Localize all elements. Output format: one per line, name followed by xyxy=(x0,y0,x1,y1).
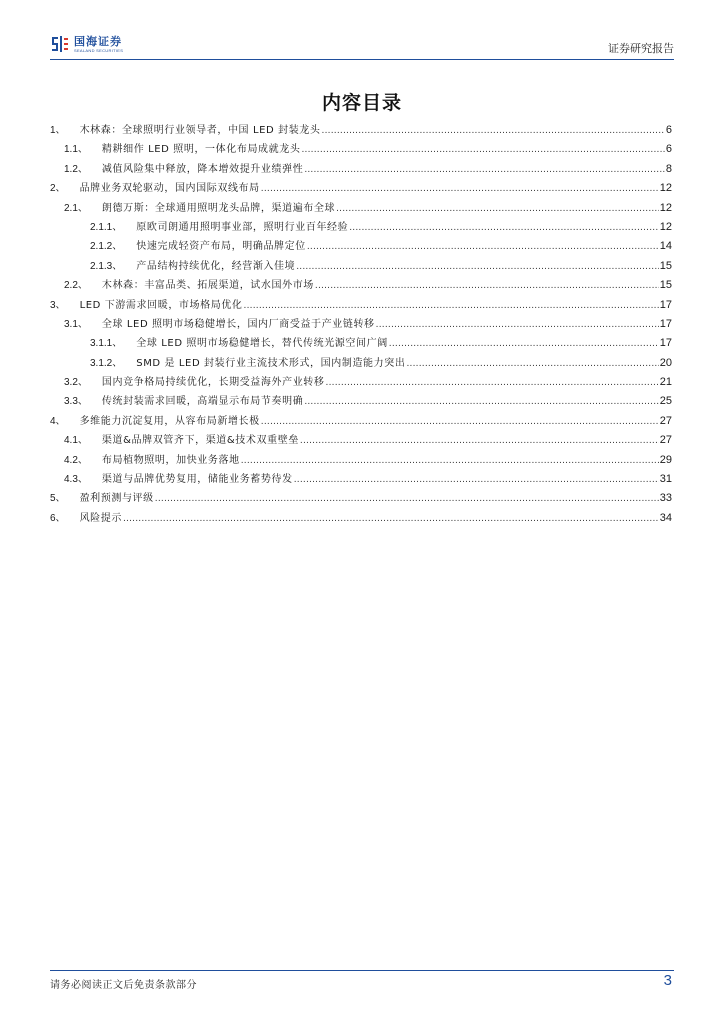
toc-entry-text: 盈利预测与评级 xyxy=(79,493,154,505)
toc-leader-dots xyxy=(241,452,659,470)
toc-entry-number: 4.1、 xyxy=(64,435,88,447)
toc-entry-page: 14 xyxy=(659,240,672,253)
toc-entry-page: 17 xyxy=(659,298,672,311)
toc-entry-page: 20 xyxy=(659,356,672,369)
toc-entry[interactable] xyxy=(50,354,672,373)
toc-entry[interactable] xyxy=(50,237,672,256)
toc-entry-text: 减值风险集中释放，降本增效提升业绩弹性 xyxy=(101,163,304,175)
toc-entry[interactable] xyxy=(50,257,672,276)
toc-entry-number: 3.1、 xyxy=(64,318,88,330)
header-divider xyxy=(50,59,674,60)
toc-leader-dots xyxy=(326,374,659,392)
toc-title: 内容目录 xyxy=(321,92,402,114)
toc-entry-text: 精耕细作 LED 照明，一体化布局成就龙头 xyxy=(101,144,301,156)
toc-entry-text: 原欧司朗通用照明事业部，照明行业百年经验 xyxy=(136,221,349,233)
toc-leader-dots xyxy=(155,490,659,508)
toc-entry-text: 品牌业务双轮驱动，国内国际双线布局 xyxy=(79,183,260,195)
toc-entry-text: 渠道&品牌双管齐下，渠道&技术双重壁垒 xyxy=(101,435,299,447)
toc-entry-number: 3.3、 xyxy=(64,396,88,408)
toc-leader-dots xyxy=(244,297,659,315)
toc-leader-dots xyxy=(349,219,659,237)
company-logo xyxy=(50,34,123,54)
toc-entry[interactable] xyxy=(50,334,672,353)
toc-entry-text: 布局植物照明，加快业务落地 xyxy=(101,454,240,466)
toc-entry-text: SMD 是 LED 封装行业主流技术形式，国内制造能力突出 xyxy=(136,357,406,369)
toc-entry-text: 国内竞争格局持续优化，长期受益海外产业转移 xyxy=(101,377,325,389)
toc-leader-dots xyxy=(304,161,665,179)
toc-entry-page: 34 xyxy=(659,511,672,524)
toc-entry[interactable] xyxy=(50,276,672,295)
toc-entry-page: 12 xyxy=(659,201,672,214)
toc-leader-dots xyxy=(304,393,658,411)
toc-entry-number: 3.1.1、 xyxy=(90,338,123,350)
toc-entry[interactable] xyxy=(50,451,672,470)
toc-entry-number: 6、 xyxy=(50,512,66,524)
toc-entry-page: 6 xyxy=(665,143,672,156)
toc-entry-page: 21 xyxy=(659,376,672,389)
toc-entry-page: 25 xyxy=(659,395,672,408)
toc-leader-dots xyxy=(301,141,664,159)
toc-entry-page: 31 xyxy=(659,473,672,486)
toc-entry-number: 4.2、 xyxy=(64,454,88,466)
toc-entry[interactable] xyxy=(50,179,672,198)
logo-english-name: SEALAND SECURITIES xyxy=(74,47,124,53)
toc-entry[interactable] xyxy=(50,373,672,392)
toc-entry-number: 4、 xyxy=(50,415,66,427)
toc-entry[interactable] xyxy=(50,121,672,140)
toc-entry[interactable] xyxy=(50,160,672,179)
toc-entry[interactable] xyxy=(50,140,672,159)
toc-entry-text: 渠道与品牌优势复用，储能业务蓄势待发 xyxy=(101,474,293,486)
toc-leader-dots xyxy=(296,258,659,276)
toc-entry-number: 5、 xyxy=(50,493,66,505)
toc-entry-page: 29 xyxy=(659,453,672,466)
logo-chinese-name: 国海证券 xyxy=(74,34,122,48)
toc-entry-text: 全球 LED 照明市场稳健增长，国内厂商受益于产业链转移 xyxy=(101,318,375,330)
toc-leader-dots xyxy=(123,510,659,528)
toc-entry-number: 1.1、 xyxy=(64,144,88,156)
toc-entry-text: 快速完成轻资产布局，明确品牌定位 xyxy=(136,241,306,253)
toc-entry-text: 木林森：丰富品类、拓展渠道，试水国外市场 xyxy=(101,280,314,292)
toc-entry[interactable] xyxy=(50,431,672,450)
report-type-label: 证券研究报告 xyxy=(608,42,674,55)
toc-entry-number: 1.2、 xyxy=(64,163,88,175)
toc-entry-text: 产品结构持续优化，经营渐入佳境 xyxy=(136,260,296,272)
table-of-contents xyxy=(50,121,672,528)
toc-entry-number: 2.1.3、 xyxy=(90,260,123,272)
toc-leader-dots xyxy=(406,355,658,373)
toc-leader-dots xyxy=(376,316,659,334)
footer-page-number: 3 xyxy=(663,972,672,989)
toc-leader-dots xyxy=(300,432,659,450)
toc-entry-page: 15 xyxy=(659,259,672,272)
footer-disclaimer: 请务必阅读正文后免责条款部分 xyxy=(50,980,197,991)
toc-entry[interactable] xyxy=(50,509,672,528)
toc-leader-dots xyxy=(315,277,659,295)
toc-entry[interactable] xyxy=(50,412,672,431)
toc-entry-number: 4.3、 xyxy=(64,474,88,486)
toc-entry-text: 朗德万斯：全球通用照明龙头品牌，渠道遍布全球 xyxy=(101,202,336,214)
toc-leader-dots xyxy=(307,238,659,256)
sealand-logo-icon xyxy=(50,34,70,54)
toc-entry-text: 多维能力沉淀复用，从容布局新增长极 xyxy=(79,415,260,427)
toc-entry-text: 木林森：全球照明行业领导者，中国 LED 封装龙头 xyxy=(79,125,321,136)
toc-entry-number: 3、 xyxy=(50,299,66,311)
toc-entry[interactable] xyxy=(50,218,672,237)
toc-entry-number: 3.1.2、 xyxy=(90,357,123,369)
toc-entry-number: 2.1、 xyxy=(64,202,88,214)
toc-entry-page: 27 xyxy=(659,414,672,427)
toc-leader-dots xyxy=(261,180,659,198)
toc-leader-dots xyxy=(336,200,659,218)
toc-entry-page: 33 xyxy=(659,492,672,505)
toc-entry-number: 2.1.1、 xyxy=(90,221,123,233)
toc-entry-number: 3.2、 xyxy=(64,377,88,389)
toc-entry[interactable] xyxy=(50,199,672,218)
toc-entry-page: 17 xyxy=(659,317,672,330)
page-header xyxy=(50,28,674,60)
toc-entry-page: 12 xyxy=(659,220,672,233)
toc-entry[interactable] xyxy=(50,470,672,489)
toc-entry-number: 1、 xyxy=(50,125,66,136)
toc-leader-dots xyxy=(294,471,659,489)
toc-entry-text: LED 下游需求回暖，市场格局优化 xyxy=(79,299,243,311)
toc-entry-page: 8 xyxy=(665,162,672,175)
toc-entry-number: 2.1.2、 xyxy=(90,241,123,253)
toc-entry-number: 2、 xyxy=(50,183,66,195)
toc-entry-page: 6 xyxy=(665,124,672,136)
toc-entry-text: 风险提示 xyxy=(79,512,122,524)
toc-leader-dots xyxy=(322,122,665,140)
toc-entry-number: 2.2、 xyxy=(64,280,88,292)
toc-entry-page: 17 xyxy=(659,337,672,350)
toc-entry[interactable] xyxy=(50,315,672,334)
toc-entry-text: 传统封装需求回暖，高端显示布局节奏明确 xyxy=(101,396,304,408)
toc-entry[interactable] xyxy=(50,392,672,411)
toc-leader-dots xyxy=(389,335,659,353)
toc-entry[interactable] xyxy=(50,296,672,315)
toc-entry-text: 全球 LED 照明市场稳健增长，替代传统光源空间广阔 xyxy=(136,338,388,350)
toc-entry-page: 27 xyxy=(659,434,672,447)
toc-entry[interactable] xyxy=(50,489,672,508)
toc-leader-dots xyxy=(261,413,659,431)
toc-entry-page: 15 xyxy=(659,279,672,292)
toc-entry-page: 12 xyxy=(659,182,672,195)
footer-divider xyxy=(50,970,674,971)
